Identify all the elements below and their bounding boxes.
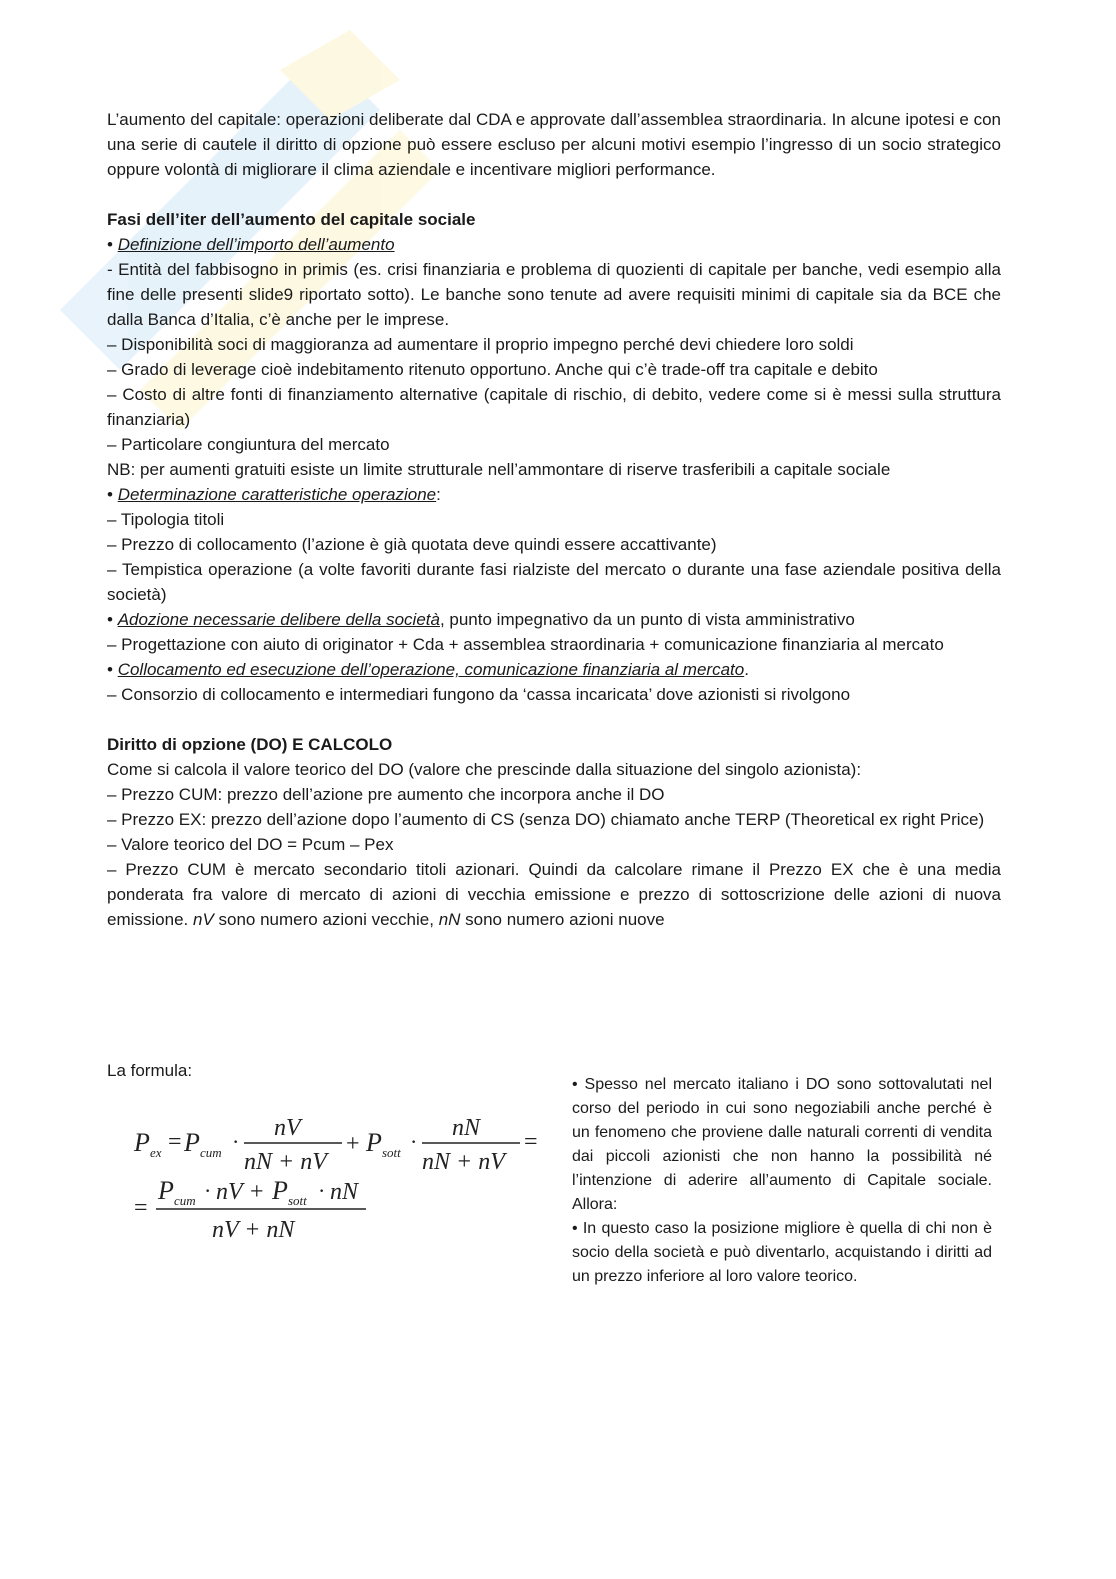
list-item: – Costo di altre fonti di finanziamento alternative (capitale di rischio, di debito, vedere come si è messi sulla struttura finanziaria) <box>107 385 1001 429</box>
bullet-adozione-suffix: , punto impegnativo da un punto di vista amministrativo <box>439 610 855 629</box>
text-run-nv: nV <box>192 910 214 929</box>
list-item: – Valore teorico del DO = Pcum – Pex <box>107 835 394 854</box>
side-note <box>572 1073 992 1289</box>
bullet-collocamento: • Collocamento ed esecuzione dell’operazione, comunicazione finanziaria al mercato. <box>107 660 749 679</box>
bullet-adozione: • Adozione necessarie delibere della società, punto impegnativo da un punto di vista amministrativo <box>107 610 855 629</box>
list-item: – Prezzo CUM: prezzo dell’azione pre aumento che incorpora anche il DO <box>107 785 665 804</box>
list-item: Come si calcola il valore teorico del DO (valore che prescinde dalla situazione del singolo azionista): <box>107 760 862 779</box>
formula-dot: · <box>232 1129 240 1154</box>
formula-sub-cum: cum <box>200 1145 222 1160</box>
formula-sub-cum: cum <box>174 1193 196 1208</box>
formula-sub-sott: sott <box>382 1145 401 1160</box>
list-item: – Prezzo di collocamento (l’azione è già quotata deve quindi essere accattivante) <box>107 535 717 554</box>
note-paragraph: • Spesso nel mercato italiano i DO sono sottovalutati nel corso del periodo in cui sono negoziabili anche perché è un fenomeno che proviene dalle naturali correnti di vendita dai piccoli azionisti che non hanno la possibilità né l’intenzione di aderire all’aumento di Capitale sociale. Allora: <box>572 1076 993 1213</box>
note-paragraph: • In questo caso la posizione migliore è quella di chi non è socio della società e può diventarlo, acquistando i diritti ad un prezzo inferiore al loro valore teorico. <box>572 1220 993 1285</box>
formula-dot: · <box>410 1129 418 1154</box>
list-item: NB: per aumenti gratuiti esiste un limite strutturale nell’ammontare di riserve trasferibili a capitale sociale <box>107 460 891 479</box>
text-run-nn: nN <box>438 910 461 929</box>
formula-plus: + <box>250 1179 264 1205</box>
list-item: – Tempistica operazione (a volte favoriti durante fasi rialziste del mercato o durante una fase aziendale positiva della società) <box>107 560 1001 604</box>
formula-dot: · <box>204 1178 212 1203</box>
bullet-definizione: • Definizione dell’importo dell’aumento <box>107 235 395 254</box>
formula-dot: · <box>318 1178 326 1203</box>
list-item: – Disponibilità soci di maggioranza ad aumentare il proprio impegno perché devi chiedere loro soldi <box>107 335 854 354</box>
formula-nv: nV <box>216 1179 243 1205</box>
text-run: – Prezzo CUM è mercato secondario titoli azionari. Quindi da calcolare rimane il Prezzo EX che è una media ponderata fra valore di mercato di azioni di vecchia emissione e prezzo di sottoscrizione delle azioni di nuova emissione. <box>107 860 1001 929</box>
formula-p: P <box>272 1176 288 1205</box>
text-run: sono numero azioni vecchie, <box>213 910 439 929</box>
formula-p: P <box>366 1128 382 1157</box>
formula-den: nN + nV <box>244 1149 327 1175</box>
note-text: In questo caso la posizione migliore è quella di chi non è socio della società e può diventarlo, acquistando i diritti ad un prezzo inferiore al loro valore teorico. <box>572 1220 993 1285</box>
bullet-collocamento-suffix: . <box>744 660 749 679</box>
formula-label: La formula: <box>107 1061 193 1080</box>
intro-paragraph: L’aumento del capitale: operazioni deliberate dal CDA e approvate dall’assemblea straordinaria. In alcune ipotesi e con una serie di cautele il diritto di opzione può essere escluso per alcuni motivi esempio l’ingresso di un socio strategico oppure volontà di migliorare il clima aziendale e incentivare migliori performance. <box>107 110 1001 179</box>
list-item: – Prezzo EX: prezzo dell’azione dopo l’aumento di CS (senza DO) chiamato anche TERP (Theoretical ex right Price) <box>107 810 985 829</box>
formula-sub-sott: sott <box>288 1193 307 1208</box>
formula-p: P <box>134 1128 150 1157</box>
list-item: – Tipologia titoli <box>107 510 225 529</box>
section-title-diritto: Diritto di opzione (DO) E CALCOLO <box>107 735 393 754</box>
list-item: – Particolare congiuntura del mercato <box>107 435 390 454</box>
note-text: Spesso nel mercato italiano i DO sono sottovalutati nel corso del periodo in cui sono negoziabili anche perché è un fenomeno che proviene dalle naturali correnti di vendita dai piccoli azionisti che non hanno la possibilità né l’intenzione di aderire all’aumento di Capitale sociale. Allora: <box>572 1076 993 1213</box>
section-title-fasi: Fasi dell’iter dell’aumento del capitale sociale <box>107 210 476 229</box>
formula-nn: nN <box>330 1179 359 1205</box>
formula-sub-ex: ex <box>150 1145 162 1160</box>
bullet-determinazione: • Determinazione caratteristiche operazione: <box>107 485 441 504</box>
formula-eq: = <box>168 1129 182 1155</box>
text-run: sono numero azioni nuove <box>460 910 665 929</box>
formula-den: nV + nN <box>212 1217 295 1243</box>
formula-pex <box>128 1105 548 1245</box>
formula-p: P <box>184 1128 200 1157</box>
bullet-definizione-label: Definizione dell’importo dell’aumento <box>117 235 395 254</box>
formula-den: nN + nV <box>422 1149 505 1175</box>
bullet-adozione-label: Adozione necessarie delibere della società <box>117 610 440 629</box>
formula-p: P <box>158 1176 174 1205</box>
list-item: – Consorzio di collocamento e intermediari fungono da ‘cassa incaricata’ dove azionisti si rivolgono <box>107 685 851 704</box>
list-item: – Grado di leverage cioè indebitamento ritenuto opportuno. Anche qui c’è trade-off tra capitale e debito <box>107 360 878 379</box>
list-item: – Progettazione con aiuto di originator + Cda + assemblea straordinaria + comunicazione finanziaria al mercato <box>107 635 944 654</box>
bullet-determinazione-suffix: : <box>436 485 441 504</box>
bullet-collocamento-label: Collocamento ed esecuzione dell’operazione, comunicazione finanziaria al mercato <box>117 660 745 679</box>
list-item-prezzo-cum <box>107 857 1001 932</box>
document-body <box>107 107 1001 932</box>
formula-num-nn: nN <box>452 1115 481 1141</box>
bullet-determinazione-label: Determinazione caratteristiche operazione <box>117 485 437 504</box>
list-item: - Entità del fabbisogno in primis (es. crisi finanziaria e problema di quozienti di capitale per banche, vedi esempio alla fine delle presenti slide9 riportato sotto). Le banche sono tenute ad avere requisiti minimi di capitale sia da BCE che dalla Banca d’Italia, c’è anche per le imprese. <box>107 260 1001 329</box>
formula-num-nv: nV <box>274 1115 301 1141</box>
formula-plus: + <box>346 1131 360 1157</box>
formula-eq: = <box>134 1195 148 1221</box>
formula-eq: = <box>524 1129 538 1155</box>
